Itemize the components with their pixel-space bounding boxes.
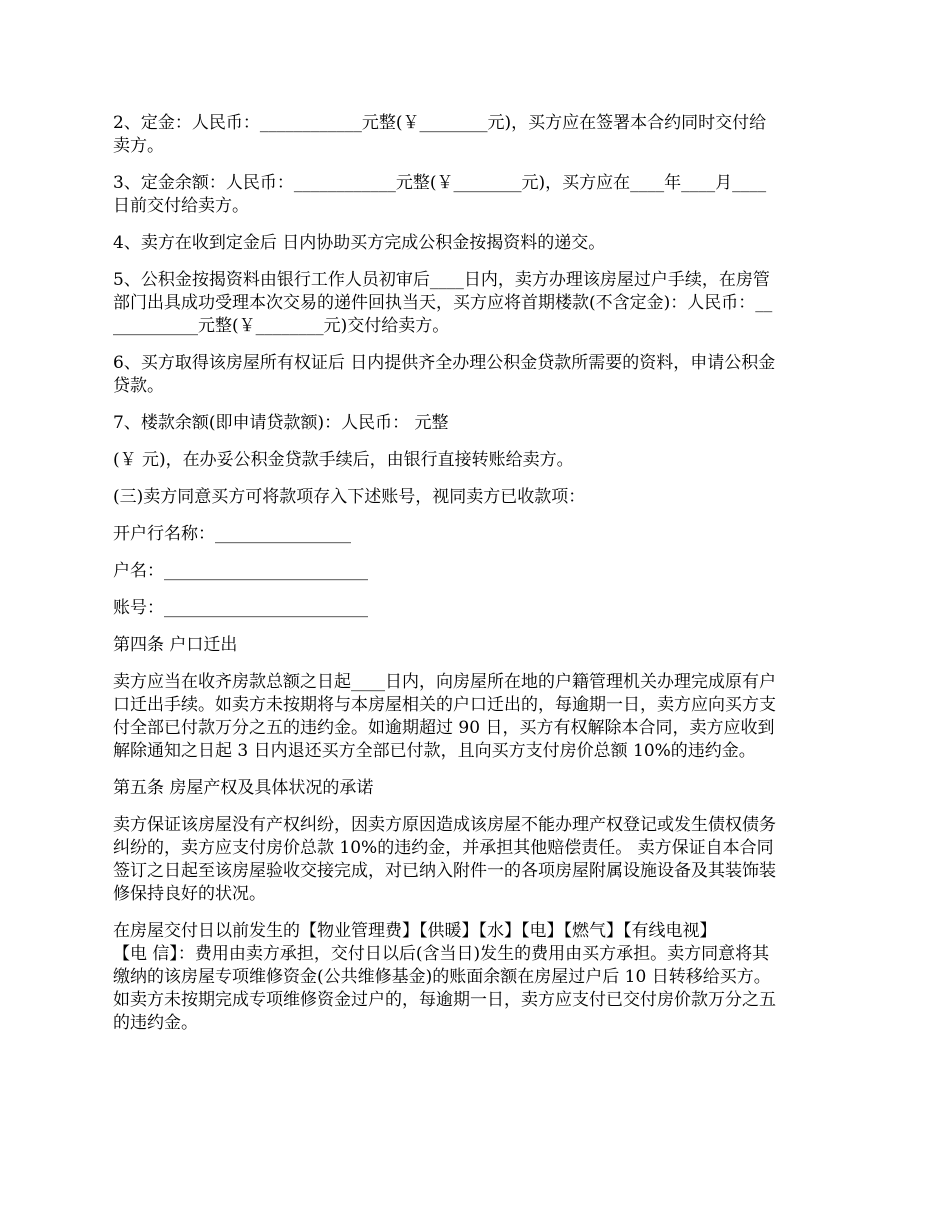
text-line: 第四条 户口迁出 (113, 635, 238, 655)
text-line: 账号：________________________ (113, 598, 368, 618)
text-line: 开户行名称：________________ (113, 524, 351, 544)
text-line: 缴纳的该房屋专项维修资金(公共维修基金)的账面余额在房屋过户后 10 日转移给买方。 (113, 967, 771, 987)
text-line: (￥ 元)，在办妥公积金贷款手续后，由银行直接转账给卖方。 (113, 450, 574, 470)
clause-remaining-balance (113, 412, 835, 435)
text-line: 5、公积金按揭资料由银行工作人员初审后____日内，卖方办理该房屋过户手续，在房管 (113, 270, 770, 290)
text-line: 解除通知之日起 3 日内退还买方全部已付款，且向买方支付房价总额 10%的违约金。 (113, 741, 756, 761)
text-line: (三)卖方同意买方可将款项存入下述账号，视同卖方已收款项： (113, 487, 586, 507)
document-page (113, 112, 835, 1049)
clause-deposit (113, 112, 835, 158)
field-bank-name (113, 523, 835, 546)
text-line: 口迁出手续。如卖方未按期将与本房屋相关的户口迁出的，每逾期一日，卖方应向买方支 (113, 695, 776, 715)
text-line: 2、定金：人民币：____________元整(￥________元)，买方应在签署本合约同时交付给 (113, 113, 767, 133)
field-account-holder (113, 560, 835, 583)
text-line: 卖方应当在收齐房款总额之日起____日内，向房屋所在地的户籍管理机关办理完成原有户 (113, 672, 776, 692)
text-line: 部门出具成功受理本次交易的递件回执当天，买方应将首期楼款(不含定金)：人民币：__ (113, 293, 773, 313)
text-line: 纠纷的，卖方应支付房价总款 10%的违约金，并承担其他赔偿责任。 卖方保证自本合同 (113, 838, 774, 858)
text-line: 如卖方未按期完成专项维修资金过户的，每逾期一日，卖方应支付已交付房价款万分之五 (113, 990, 776, 1010)
text-line: 修保持良好的状况。 (113, 884, 266, 904)
text-line: 第五条 房屋产权及具体状况的承诺 (113, 778, 374, 798)
field-account-number (113, 597, 835, 620)
clause-loan-application (113, 352, 835, 398)
text-line: 日前交付给卖方。 (113, 196, 249, 216)
text-line: 【电 信】：费用由卖方承担，交付日以后(含当日)发生的费用由买方承担。卖方同意将其 (113, 944, 770, 964)
text-line: 4、卖方在收到定金后 日内协助买方完成公积金按揭资料的递交。 (113, 233, 606, 253)
text-line: 户名：________________________ (113, 561, 368, 581)
text-line: 卖方。 (113, 136, 164, 156)
text-line: 在房屋交付日以前发生的【物业管理费】【供暖】【水】【电】【燃气】【有线电视】 (113, 921, 717, 941)
article-4-body (113, 671, 835, 763)
clause-transfer-down-payment (113, 269, 835, 338)
clause-remaining-balance-cont (113, 449, 835, 472)
clause-mortgage-documents (113, 232, 835, 255)
article-4-heading (113, 634, 835, 657)
article-5-body (113, 814, 835, 906)
text-line: 付全部已付款万分之五的违约金。如逾期超过 90 日，买方有权解除本合同，卖方应收到 (113, 718, 775, 738)
text-line: 3、定金余额：人民币：____________元整(￥________元)，买方应在____年____月____ (113, 173, 767, 193)
clause-deposit-balance (113, 172, 835, 218)
article-5-fees (113, 920, 835, 1035)
text-line: __________元整(￥________元)交付给卖方。 (113, 316, 450, 336)
text-line: 7、楼款余额(即申请贷款额)：人民币： 元整 (113, 413, 449, 433)
text-line: 卖方保证该房屋没有产权纠纷，因卖方原因造成该房屋不能办理产权登记或发生债权债务 (113, 815, 776, 835)
text-line: 贷款。 (113, 376, 164, 396)
section-account-deposit (113, 486, 835, 509)
article-5-heading (113, 777, 835, 800)
text-line: 6、买方取得该房屋所有权证后 日内提供齐全办理公积金贷款所需要的资料，申请公积金 (113, 353, 776, 373)
text-line: 签订之日起至该房屋验收交接完成，对已纳入附件一的各项房屋附属设施设备及其装饰装 (113, 861, 776, 881)
text-line: 的违约金。 (113, 1013, 198, 1033)
